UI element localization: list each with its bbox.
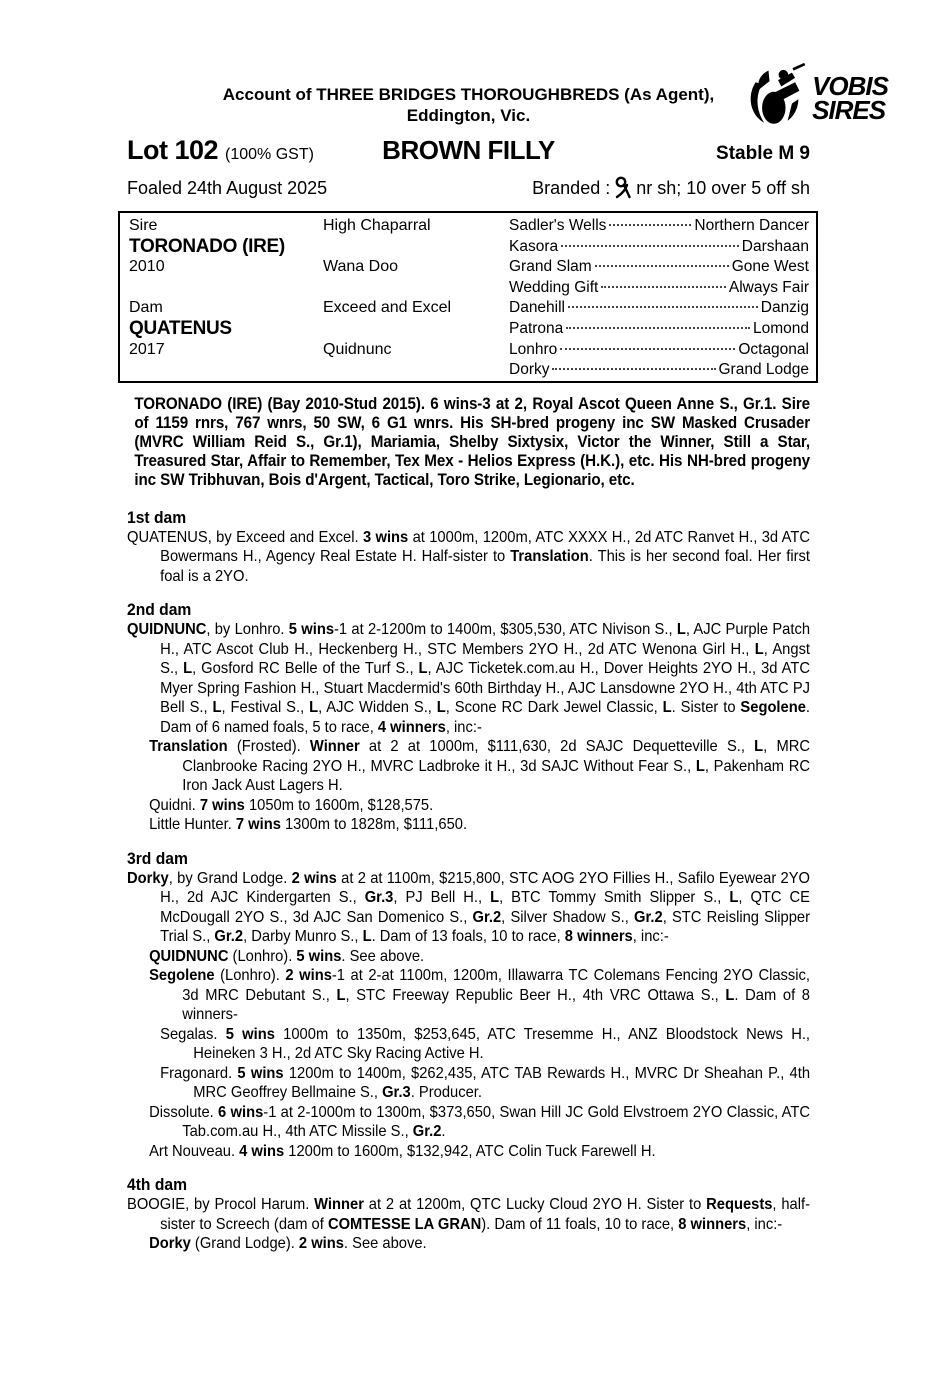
gen3-row: [509, 257, 809, 278]
pedigree-paragraph: Quidni. 7 wins 1050m to 1600m, $128,575.: [149, 796, 434, 814]
lot-number: Lot 102: [127, 135, 219, 165]
pedigree-paragraph: Dorky, by Grand Lodge. 2 wins at 2 at 1100m, $215,800, STC AOG 2YO Fillies H., Safilo Eyewear 2YO H., 2d AJC Kindergarten S., Gr.3, PJ Bell H., L, BTC Tommy Smith Slipper S., L, QTC CE McDougall 2YO S., 3d AJC San Domenico S., Gr.2, Silver Shadow S., Gr.2, STC Reisling Slipper Trial S., Gr.2, Darby Munro S., L. Dam of 13 foals, 10 to race, 8 winners, inc:-: [127, 869, 811, 945]
pedigree-paragraph: QUIDNUNC, by Lonhro. 5 wins-1 at 2-1200m to 1400m, $305,530, ATC Nivison S., L, AJC Purple Patch H., ATC Ascot Club H., Heckenberg H., STC Members 2YO H., 2d ATC Wenona Girl H., L, Angst S., L, Gosford RC Belle of the Turf S., L, AJC Ticketek.com.au H., Dover Heights 2YO H., 3d ATC Myer Spring Fashion H., Stuart Macdermid's 60th Birthday H., AJC Lansdowne 2YO H., 4th ATC PJ Bell S., L, Festival S., L, AJC Widden S., L, Scone RC Dark Jewel Classic, L. Sister to Segolene. Dam of 6 named foals, 5 to race, 4 winners, inc:-: [127, 621, 811, 736]
pedigree-col-parents: [129, 216, 323, 381]
brand-mark-icon: [615, 176, 631, 204]
ancestor-name: Patrona: [509, 319, 564, 337]
logo-line2: SIRES: [812, 94, 886, 125]
dam-dam: Quidnunc: [323, 340, 392, 358]
section-heading: 3rd dam: [127, 848, 188, 868]
account-line: Account of THREE BRIDGES THOROUGHBREDS (As Agent),: [222, 85, 715, 104]
gst-note: (100% GST): [225, 146, 314, 163]
pedigree-paragraph: Translation (Frosted). Winner at 2 at 1000m, $111,630, 2d SAJC Dequetteville S., L, MRC Clanbrooke Racing 2YO H., MVRC Ladbroke it H., 3d SAJC Without Fear S., L, Pakenham RC Iron Jack Aust Lagers H.: [149, 738, 811, 794]
ancestor-parent: Octagonal: [738, 340, 809, 358]
pedigree-paragraph: Segolene (Lonhro). 2 wins-1 at 2-at 1100m, 1200m, Illawarra TC Colemans Fencing 2YO Classic, 3d MRC Debutant S., L, STC Freeway Republic Beer H., 4th VRC Ottawa S., L. Dam of 8 winners-: [149, 967, 811, 1023]
pedigree-paragraph: QUIDNUNC (Lonhro). 5 wins. See above.: [149, 947, 425, 965]
sire-name: TORONADO (IRE): [129, 235, 285, 257]
foaled-date: Foaled 24th August 2025: [127, 177, 328, 198]
leader-dots: [566, 327, 750, 329]
gen3-row: [509, 340, 809, 361]
section-2nd-dam: [127, 599, 810, 835]
section-4th-dam: [127, 1174, 810, 1254]
pedigree-table: [118, 211, 818, 383]
leader-dots: [552, 368, 715, 370]
section-heading: 2nd dam: [127, 600, 192, 619]
pedigree-paragraph: BOOGIE, by Procol Harum. Winner at 2 at 1200m, QTC Lucky Cloud 2YO H. Sister to Requests, half-sister to Screech (dam of COMTESSE LA GRAN). Dam of 11 foals, 10 to race, 8 winners, inc:-: [127, 1196, 811, 1233]
ancestor-name: Danehill: [509, 299, 566, 317]
leader-dots: [601, 286, 726, 288]
gen3-row: [509, 360, 809, 381]
sire-label: Sire: [129, 217, 158, 234]
location-line: Eddington, Vic.: [406, 106, 531, 125]
ancestor-name: Sadler's Wells: [509, 217, 607, 234]
section-heading: 4th dam: [127, 1175, 188, 1194]
lot-row: [127, 135, 810, 169]
gen3-row: [509, 319, 809, 340]
gen3-row: [509, 237, 809, 258]
ancestor-name: Grand Slam: [509, 258, 592, 276]
sire-dam: Wana Doo: [323, 258, 398, 276]
ancestor-parent: Grand Lodge: [718, 361, 809, 379]
branded-prefix: Branded :: [532, 177, 611, 198]
ancestor-name: Lonhro: [509, 340, 558, 358]
pedigree-paragraph: Little Hunter. 7 wins 1300m to 1828m, $111,650.: [149, 816, 468, 833]
section-1st-dam: [127, 507, 810, 587]
gen3-row: [509, 278, 809, 299]
ancestor-parent: Northern Dancer: [694, 217, 809, 234]
leader-dots: [561, 245, 739, 247]
dam-sire: Exceed and Excel: [323, 299, 452, 317]
leader-dots: [568, 306, 758, 308]
branded-suffix: nr sh; 10 over 5 off sh: [636, 177, 810, 198]
horse-title: BROWN FILLY: [382, 135, 555, 165]
ancestor-name: Kasora: [509, 237, 559, 255]
pedigree-paragraph: Dorky (Grand Lodge). 2 wins. See above.: [149, 1235, 427, 1252]
pedigree-col-greatgrandparents: [509, 216, 809, 381]
ancestor-parent: Gone West: [731, 258, 809, 276]
sire-sire: High Chaparral: [323, 217, 431, 234]
ancestor-parent: Darshaan: [741, 237, 809, 255]
ancestor-name: Dorky: [509, 361, 550, 379]
pedigree-col-grandparents: [323, 216, 509, 381]
dam-name: QUATENUS: [129, 317, 232, 339]
stable-number: Stable M 9: [716, 143, 810, 164]
section-3rd-dam: [127, 848, 810, 1162]
sire-year: 2010: [129, 258, 165, 276]
ancestor-parent: Lomond: [752, 319, 809, 337]
ancestor-parent: Always Fair: [728, 278, 809, 296]
leader-dots: [560, 348, 735, 350]
pedigree-paragraph: Segalas. 5 wins 1000m to 1350m, $253,645, ATC Tresemme H., ANZ Bloodstock News H., Heineken 3 H., 2d ATC Sky Racing Active H.: [160, 1025, 811, 1062]
branded-info: [532, 174, 810, 202]
pedigree-paragraph: Dissolute. 6 wins-1 at 2-1000m to 1300m, $373,650, Swan Hill JC Gold Elvstroem 2YO Classic, ATC Tab.com.au H., 4th ATC Missile S., Gr.2.: [149, 1103, 811, 1140]
logo-line1: VOBIS: [812, 70, 888, 101]
horse-jockey-icon: [745, 60, 809, 135]
leader-dots: [595, 265, 729, 267]
pedigree-paragraph: Art Nouveau. 4 wins 1200m to 1600m, $132,942, ATC Colin Tuck Farewell H.: [149, 1142, 656, 1160]
dam-year: 2017: [129, 340, 165, 358]
sire-blurb: TORONADO (IRE) (Bay 2010-Stud 2015). 6 wins-3 at 2, Royal Ascot Queen Anne S., Gr.1. Sire of 1159 rnrs, 767 wnrs, 50 SW, 6 G1 wnrs. His SH-bred progeny inc SW Masked Crusader (MVRC William Reid S., Gr.1), Mariamia, Shelby Sixtysix, Victor the Winner, Still a Star, Treasured Star, Affair to Remember, Tex Mex - Helios Express (H.K.), etc. His NH-bred progeny inc SW Tribhuvan, Bois d'Argent, Tactical, Toro Strike, Legionario, etc.: [134, 395, 811, 489]
ancestor-parent: Danzig: [760, 299, 809, 317]
dam-label: Dam: [129, 299, 163, 317]
vobis-sires-logo: [745, 60, 888, 135]
section-heading: 1st dam: [127, 507, 187, 527]
gen3-row: [509, 298, 809, 319]
pedigree-paragraph: QUATENUS, by Exceed and Excel. 3 wins at 1000m, 1200m, ATC XXXX H., 2d ATC Ranvet H., 3d ATC Bowermans H., Agency Real Estate H. Half-sister to Translation. This is her second foal. Her first foal is a 2YO.: [127, 528, 811, 585]
foal-row: [127, 174, 810, 202]
leader-dots: [609, 224, 691, 226]
ancestor-name: Wedding Gift: [509, 278, 599, 296]
gen3-row: [509, 216, 809, 237]
pedigree-paragraph: Fragonard. 5 wins 1200m to 1400m, $262,435, ATC TAB Rewards H., MVRC Dr Sheahan P., 4th MRC Geoffrey Bellmaine S., Gr.3. Producer.: [160, 1064, 811, 1101]
